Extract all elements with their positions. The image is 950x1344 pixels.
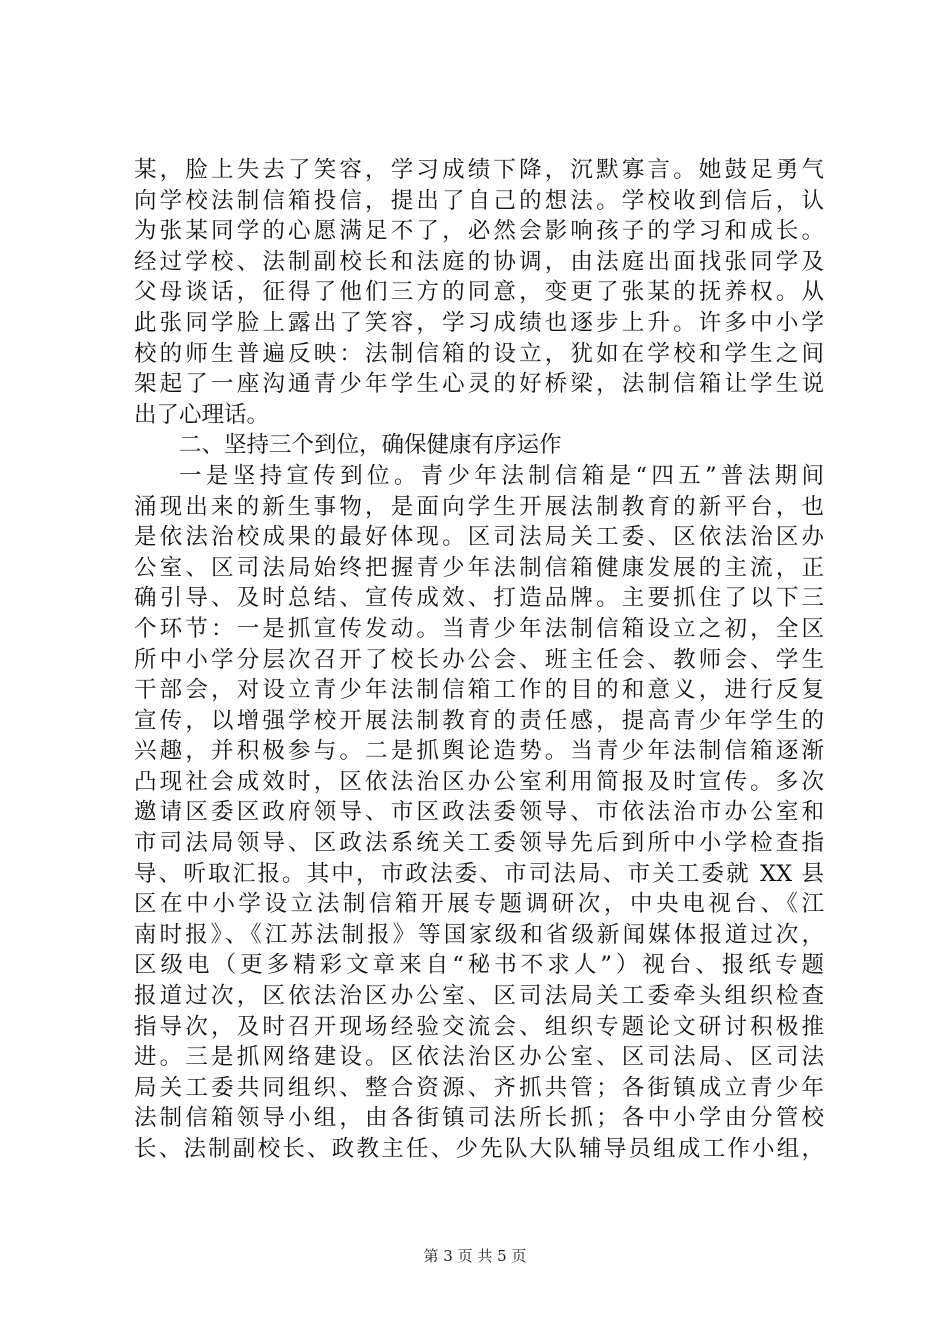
text-line: 确引导、及时总结、宣传成效、打造品牌。主要抓住了以下三 [134, 585, 824, 612]
text-line: 公室、区司法局始终把握青少年法制信箱健康发展的主流，正 [134, 554, 824, 581]
body-text [134, 155, 824, 1165]
text-line: 涌现出来的新生事物，是面向学生开展法制教育的新平台，也 [134, 493, 824, 520]
text-line: 经过学校、法制副校长和法庭的协调，由法庭出面找张同学及 [134, 248, 824, 275]
paragraph-1 [134, 155, 824, 430]
page-number-footer: 第 3 页 共 5 页 [423, 1247, 527, 1265]
text-line: 宣传，以增强学校开展法制教育的责任感，提高青少年学生的 [134, 707, 824, 734]
text-line: 导、听取汇报。其中，市政法委、市司法局、市关工委就 XX 县 [134, 860, 824, 887]
text-line: 兴趣，并积极参与。二是抓舆论造势。当青少年法制信箱逐渐 [134, 738, 824, 765]
text-line: 报道过次，区依法治区办公室、区司法局关工委牵头组织检查 [134, 983, 824, 1010]
text-line: 架起了一座沟通青少年学生心灵的好桥梁，法制信箱让学生说 [134, 371, 824, 398]
text-line: 校的师生普遍反映：法制信箱的设立，犹如在学校和学生之间 [134, 340, 824, 367]
text-line: 向学校法制信箱投信，提出了自己的想法。学校收到信后，认 [134, 187, 824, 214]
text-line: 为张某同学的心愿满足不了，必然会影响孩子的学习和成长。 [134, 218, 824, 245]
text-line: 指导次，及时召开现场经验交流会、组织专题论文研讨积极推 [134, 1013, 824, 1040]
text-line: 一是坚持宣传到位。青少年法制信箱是“四五”普法期间 [179, 462, 824, 489]
text-line: 干部会，对设立青少年法制信箱工作的目的和意义，进行反复 [134, 677, 824, 704]
text-line: 邀请区委区政府领导、市区政法委领导、市依法治市办公室和 [134, 799, 824, 826]
text-line: 某，脸上失去了笑容，学习成绩下降，沉默寡言。她鼓足勇气 [134, 157, 824, 183]
text-line: 所中小学分层次召开了校长办公会、班主任会、教师会、学生 [134, 646, 824, 673]
text-line: 区级电（更多精彩文章来自“秘书不求人”）视台、报纸专题 [134, 952, 824, 979]
text-line: 进。三是抓网络建设。区依法治区办公室、区司法局、区司法 [134, 1044, 824, 1071]
text-line: 个环节：一是抓宣传发动。当青少年法制信箱设立之初，全区 [134, 615, 824, 642]
text-line: 局关工委共同组织、整合资源、齐抓共管；各街镇成立青少年 [134, 1074, 824, 1101]
text-line: 此张同学脸上露出了笑容，学习成绩也逐步上升。许多中小学 [134, 309, 824, 336]
section-heading: 二、坚持三个到位，确保健康有序运作 [179, 432, 562, 459]
text-line: 市司法局领导、区政法系统关工委领导先后到所中小学检查指 [134, 830, 824, 857]
text-line: 法制信箱领导小组，由各街镇司法所长抓；各中小学由分管校 [134, 1105, 824, 1132]
text-line: 南时报》、《江苏法制报》等国家级和省级新闻媒体报道过次， [134, 921, 824, 948]
text-line: 区在中小学设立法制信箱开展专题调研次，中央电视台、《江 [134, 891, 824, 918]
paragraph-2 [134, 461, 824, 1165]
text-line: 出了心理话。 [134, 401, 270, 428]
text-line: 是依法治校成果的最好体现。区司法局关工委、区依法治区办 [134, 524, 824, 551]
text-line: 长、法制副校长、政教主任、少先队大队辅导员组成工作小组， [134, 1136, 824, 1162]
text-line: 凸现社会成效时，区依法治区办公室利用简报及时宣传。多次 [134, 768, 824, 795]
text-line: 父母谈话，征得了他们三方的同意，变更了张某的抚养权。从 [134, 279, 824, 306]
